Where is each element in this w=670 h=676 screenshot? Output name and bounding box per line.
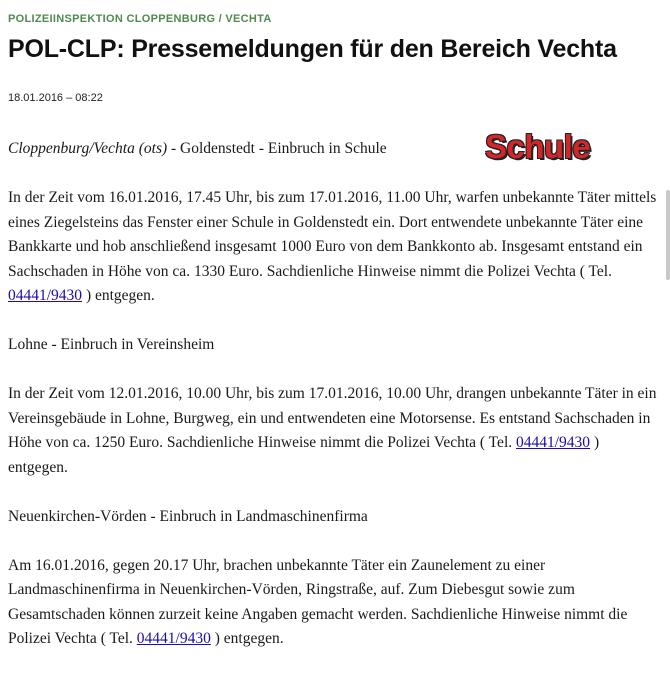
section-heading-neuenkirchen: Neuenkirchen-Vörden - Einbruch in Landmaschinenfirma [8,507,368,525]
paragraph-3-text: Am 16.01.2016, gegen 20.17 Uhr, brachen unbekannte Täter ein Zaunelement zu einer Landmaschinenfirma in Neuenkirchen-Vörden, Ringstraße, auf. Zum Diebesgut sowie zum Gesamtschaden können zurzeit keine Angaben gemacht werden. Sachdienliche Hinweise nimmt die Polizei Vechta ( Tel. [8,556,628,647]
paragraph-2-end: ) entgegen. [8,434,600,476]
phone-link-2[interactable]: 04441/9430 [516,434,591,451]
page-title: POL-CLP: Pressemeldungen für den Bereich Vechta [8,35,617,63]
paragraph-1-end: ) entgegen. [82,287,155,304]
paragraph-3 [8,554,660,652]
section-kicker[interactable]: POLIZEIINSPEKTION CLOPPENBURG / VECHTA [8,13,272,25]
article-body [8,137,660,676]
dateline [8,137,660,162]
dateline-heading: - Goldenstedt - Einbruch in Schule [167,140,387,157]
paragraph-2 [8,382,660,480]
phone-link-1[interactable]: 04441/9430 [8,287,83,304]
paragraph-2-text: In der Zeit vom 12.01.2016, 10.00 Uhr, bis zum 17.01.2016, 10.00 Uhr, drangen unbekannte Täter in ein Vereinsgebäude in Lohne, Burgweg, ein und entwendeten eine Motorsense. Es entstand Sachschaden in Höhe von ca. 1250 Euro. Sachdienliche Hinweise nimmt die Polizei Vechta ( Tel. [8,385,657,451]
phone-link-3[interactable]: 04441/9430 [136,630,211,647]
section-heading-lohne: Lohne - Einbruch in Vereinsheim [8,336,215,353]
scrollbar-thumb[interactable] [666,190,670,280]
paragraph-3-end: ) entgegen. [210,630,284,647]
dateline-place: Cloppenburg/Vechta (ots) [8,140,168,157]
paragraph-1 [8,186,660,309]
paragraph-1-text: In der Zeit vom 16.01.2016, 17.45 Uhr, bis zum 17.01.2016, 11.00 Uhr, warfen unbekannte Täter mittels eines Ziegelsteins das Fenster einer Schule in Goldenstedt ein. Dort entwendete unbekannte Täter eine Bankkarte und hob anschließend insgesamt 1000 Euro von dem Bankkonto ab. Insgesamt entstand ein Sachschaden in Höhe von ca. 1330 Euro. Sachdienliche Hinweise nimmt die Polizei Vechta ( Tel. [8,189,657,280]
article-image-schule: Schule [485,128,591,165]
publish-date: 18.01.2016 – 08:22 [8,92,103,104]
